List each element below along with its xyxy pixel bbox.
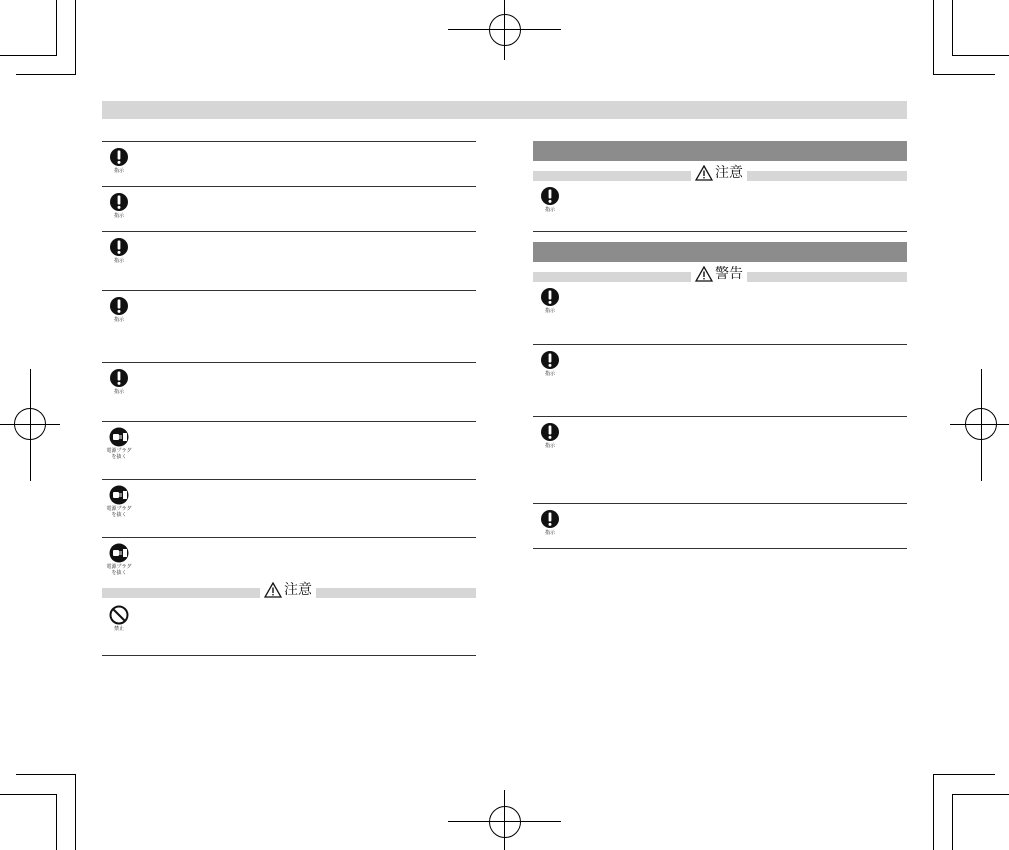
warning-label: 警告 bbox=[715, 266, 743, 282]
exclamation-circle-icon bbox=[536, 422, 564, 449]
section-header bbox=[533, 242, 907, 262]
exclamation-circle-icon bbox=[105, 192, 133, 219]
icon-caption: 指示 bbox=[113, 168, 124, 174]
list-item bbox=[102, 291, 476, 363]
page-header-bar bbox=[102, 101, 907, 119]
icon-caption: 指示 bbox=[544, 371, 555, 377]
exclamation-circle-icon bbox=[105, 368, 133, 395]
list-item bbox=[102, 422, 476, 480]
icon-caption: 電源プラグ bbox=[106, 564, 132, 570]
icon-caption: 指示 bbox=[113, 258, 124, 264]
caution-label-bar bbox=[102, 582, 476, 598]
icon-caption: 指示 bbox=[544, 207, 555, 213]
icon-caption: 電源プラグ bbox=[106, 506, 132, 512]
warning-triangle-icon bbox=[695, 165, 713, 181]
exclamation-circle-icon bbox=[105, 296, 133, 323]
icon-caption: 指示 bbox=[544, 530, 555, 536]
list-item bbox=[102, 363, 476, 422]
list-item bbox=[533, 282, 907, 345]
icon-caption: を抜く bbox=[111, 570, 127, 576]
icon-caption: を抜く bbox=[111, 512, 127, 518]
right-column bbox=[533, 141, 907, 549]
exclamation-circle-icon bbox=[105, 147, 133, 174]
warning-triangle-icon bbox=[695, 266, 713, 282]
caution-label: 注意 bbox=[715, 165, 743, 181]
caution-label: 注意 bbox=[284, 582, 312, 598]
list-item bbox=[533, 504, 907, 549]
warning-label-bar bbox=[533, 266, 907, 282]
list-item bbox=[102, 142, 476, 187]
caution-label-bar bbox=[533, 165, 907, 181]
icon-caption: 禁止 bbox=[113, 626, 124, 632]
exclamation-circle-icon bbox=[536, 350, 564, 377]
list-item bbox=[102, 232, 476, 291]
list-item bbox=[533, 417, 907, 504]
warning-triangle-icon bbox=[264, 582, 282, 598]
unplug-icon bbox=[105, 485, 133, 518]
exclamation-circle-icon bbox=[536, 509, 564, 536]
list-item bbox=[533, 181, 907, 232]
list-item bbox=[533, 345, 907, 417]
list-item bbox=[102, 480, 476, 538]
unplug-icon bbox=[105, 427, 133, 460]
prohibited-icon bbox=[105, 605, 133, 632]
icon-caption: 指示 bbox=[113, 389, 124, 395]
exclamation-circle-icon bbox=[536, 287, 564, 314]
list-item bbox=[102, 538, 476, 583]
icon-caption: 指示 bbox=[544, 308, 555, 314]
left-column bbox=[102, 141, 476, 656]
icon-caption: 指示 bbox=[113, 317, 124, 323]
icon-caption: 指示 bbox=[544, 443, 555, 449]
list-item bbox=[102, 600, 476, 656]
list-item bbox=[102, 187, 476, 232]
unplug-icon bbox=[105, 543, 133, 576]
exclamation-circle-icon bbox=[105, 237, 133, 264]
icon-caption: を抜く bbox=[111, 454, 127, 460]
exclamation-circle-icon bbox=[536, 186, 564, 213]
icon-caption: 電源プラグ bbox=[106, 448, 132, 454]
section-header bbox=[533, 141, 907, 161]
icon-caption: 指示 bbox=[113, 213, 124, 219]
